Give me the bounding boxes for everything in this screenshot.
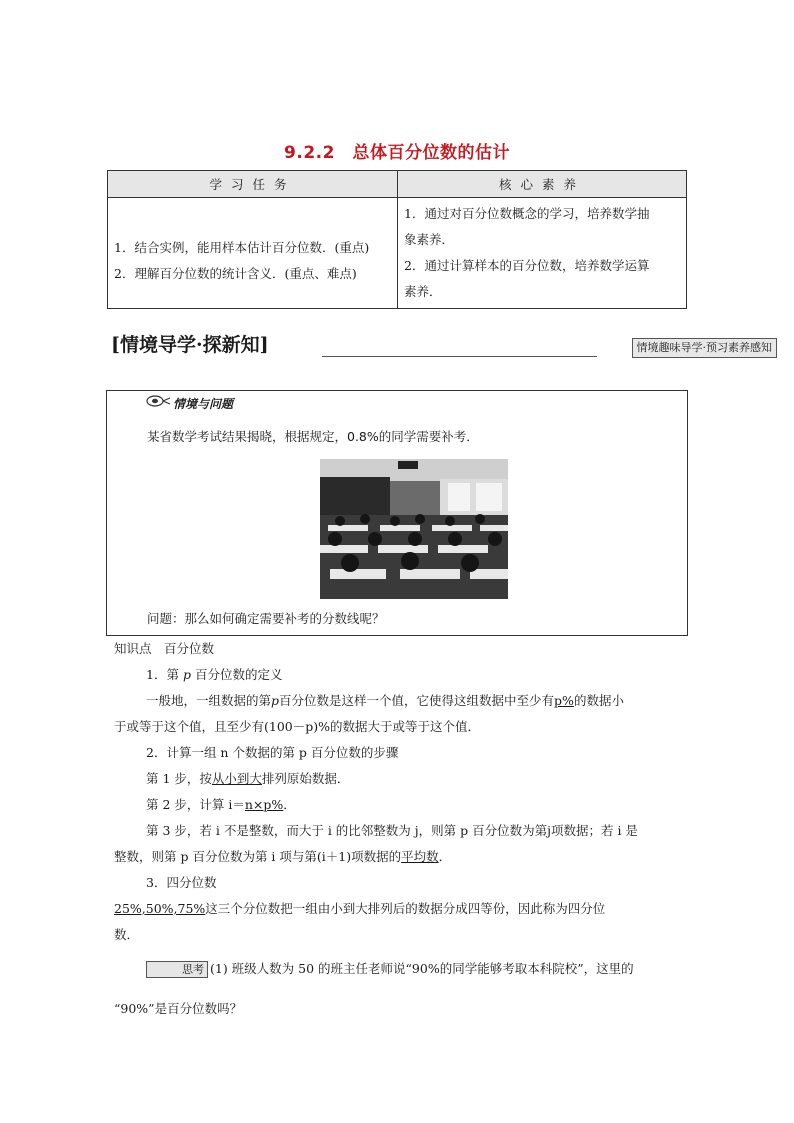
- step-text: 第 1 步，按: [146, 771, 212, 786]
- heading-quartiles: 3．四分位数: [146, 875, 217, 890]
- scenario-text: 某省数学考试结果揭晓，根据规定，0.8%的同学需要补考．: [147, 429, 479, 444]
- scenario-box: [106, 390, 688, 636]
- core-literacy-cell: [398, 198, 687, 309]
- step-text: 整数，则第 p 百分位数为第 i 项与第(i＋1)项数据的: [114, 849, 402, 864]
- think-text: (1) 班级人数为 50 的班主任老师说“90%的同学能够考取本科院校”，这里的: [210, 961, 634, 976]
- step-1: [114, 766, 686, 792]
- think-badge: 思考: [146, 961, 208, 978]
- definition-line-2: 于或等于这个值，且至少有(100－p)%的数据大于或等于这个值．: [114, 719, 480, 734]
- page-title: 9.2.2 总体百分位数的估计: [284, 143, 510, 163]
- section-divider: [322, 356, 597, 357]
- scenario-question: 问题：那么如何确定需要补考的分数线呢？: [147, 611, 385, 626]
- scenario-icon: [145, 393, 171, 409]
- step-text: 第 3 步，若 i 不是整数，而大于 i 的比邻整数为 j，则第 p 百分位数为第: [146, 823, 548, 838]
- task-item: 2．理解百分位数的统计含义．(重点、难点): [114, 265, 357, 281]
- step-2: [114, 792, 686, 818]
- variable-p: p: [271, 693, 280, 708]
- learning-tasks-cell: [108, 198, 398, 309]
- definition-text: 一般地，一组数据的第: [146, 693, 272, 708]
- section-title: [情境导学·探新知]: [111, 334, 269, 356]
- step-text: 项数据；若 i 是: [550, 823, 638, 838]
- step-text: ．: [438, 849, 452, 864]
- definition-text: 百分位数是这样一个值，它使得这组数据中至少有: [279, 693, 555, 708]
- definition-text: 的数据小: [573, 693, 624, 708]
- classroom-exam-photo: [320, 459, 508, 599]
- literacy-line: 素养．: [404, 284, 442, 299]
- fill-blank: 25%,50%,75%: [114, 901, 206, 916]
- quartile-line-1: [114, 896, 686, 922]
- step-3: [114, 818, 686, 844]
- scenario-heading: 情境与问题: [173, 397, 234, 411]
- literacy-line: 2．通过计算样本的百分位数，培养数学运算: [404, 258, 650, 273]
- objectives-table: [107, 170, 687, 309]
- think-question-line-2: “90%”是百分位数吗？: [114, 1001, 243, 1016]
- knowledge-point-label: 知识点 百分位数: [114, 641, 215, 656]
- section-tag: 情境趣味导学·预习素养感知: [632, 338, 778, 358]
- heading-text: 1．第: [146, 667, 179, 682]
- fill-blank: j: [547, 823, 551, 838]
- variable-p: p: [182, 667, 191, 682]
- col-header-core-literacy: 核心素养: [398, 171, 687, 198]
- step-text: 排列原始数据．: [261, 771, 350, 786]
- definition-line-1: [114, 688, 686, 714]
- fill-blank: 平均数: [401, 849, 439, 864]
- fill-blank: n×p%: [244, 797, 284, 812]
- fill-blank: 从小到大: [211, 771, 262, 786]
- step-text: ．: [283, 797, 296, 812]
- quartile-text: 这三个分位数把一组由小到大排列后的数据分成四等份，因此称为四分位: [205, 901, 606, 916]
- heading-definition: [114, 662, 686, 688]
- think-question: [114, 956, 686, 982]
- heading-text: 百分位数的定义: [194, 667, 283, 682]
- quartile-line-2: 数．: [114, 927, 140, 942]
- step-3-line-2: [114, 844, 686, 870]
- step-text: 第 2 步，计算 i＝: [146, 797, 245, 812]
- section-header: [107, 330, 777, 358]
- heading-steps: 2．计算一组 n 个数据的第 p 百分位数的步骤: [146, 745, 399, 760]
- task-item: 1．结合实例，能用样本估计百分位数．(重点): [114, 239, 370, 255]
- literacy-line: 1．通过对百分位数概念的学习，培养数学抽: [404, 206, 650, 221]
- col-header-learning-tasks: 学习任务: [108, 171, 398, 198]
- fill-blank: p%: [554, 693, 574, 708]
- literacy-line: 象素养．: [404, 232, 455, 247]
